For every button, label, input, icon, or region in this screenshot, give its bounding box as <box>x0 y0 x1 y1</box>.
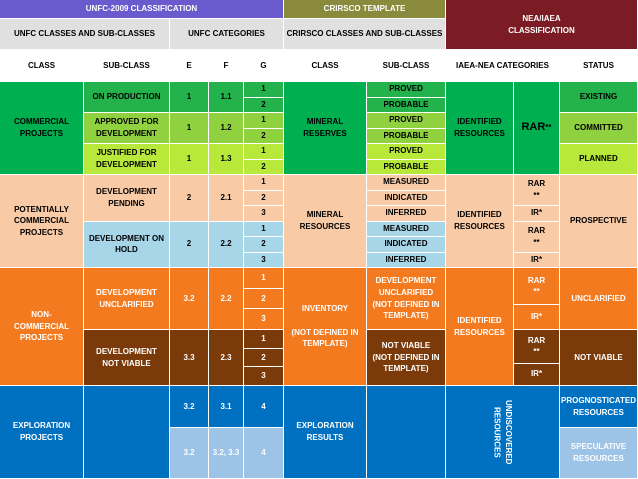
commercial-e: 1 <box>170 144 209 175</box>
commercial-rar <box>514 82 560 175</box>
potential-subclass: DEVELOPMENT ON HOLD <box>84 222 170 269</box>
crirsco-title: CRIRSCO TEMPLATE <box>284 0 446 19</box>
noncommercial-crirsco-subclass: NOT VIABLE (NOT DEFINED IN TEMPLATE) <box>367 330 446 386</box>
commercial-subclass: JUSTIFIED FOR DEVELOPMENT <box>84 144 170 175</box>
potential-ir-1: IR* <box>514 206 560 222</box>
exploration-g: 4 <box>244 386 284 428</box>
potential-g: 1 <box>244 222 284 238</box>
commercial-e: 1 <box>170 82 209 113</box>
mineral-reserves: MINERAL RESERVES <box>284 82 367 175</box>
noncommercial-subclass: DEVELOPMENT UNCLARIFIED <box>84 268 170 330</box>
rar-sup: ** <box>545 123 552 133</box>
noncommercial-g: 3 <box>244 367 284 386</box>
potential-rar-1: RAR ** <box>514 175 560 206</box>
noncommercial-rar: RAR ** <box>514 268 560 305</box>
noncommercial-class: NON- COMMERCIAL PROJECTS <box>0 268 84 386</box>
col-iaea: IAEA-NEA CATEGORIES <box>446 50 560 82</box>
potential-subclass: DEVELOPMENT PENDING <box>84 175 170 222</box>
exploration-f: 3.1 <box>209 386 244 428</box>
potential-g: 2 <box>244 191 284 207</box>
exploration-subclass <box>84 386 170 479</box>
commercial-g1: 1 <box>244 144 284 160</box>
potential-crirsco-subclass: INDICATED <box>367 191 446 207</box>
commercial-status: PLANNED <box>560 144 638 175</box>
col-g: G <box>244 50 284 82</box>
prognosticated-resources: PROGNOSTICATED RESOURCES <box>560 386 638 428</box>
potential-crirsco-subclass: MEASURED <box>367 175 446 191</box>
noncommercial-rar: RAR ** <box>514 330 560 364</box>
col-e: E <box>170 50 209 82</box>
col-crirsco-subclass: SUB-CLASS <box>367 50 446 82</box>
commercial-proved: PROVED <box>367 82 446 98</box>
commercial-status: COMMITTED <box>560 113 638 144</box>
commercial-proved: PROVED <box>367 144 446 160</box>
potential-g: 3 <box>244 206 284 222</box>
potential-g: 2 <box>244 237 284 253</box>
nea-title: NEA/IAEA CLASSIFICATION <box>446 0 638 50</box>
noncommercial-iaea: IDENTIFIED RESOURCES <box>446 268 514 386</box>
commercial-probable: PROBABLE <box>367 98 446 114</box>
noncommercial-status: UNCLARIFIED <box>560 268 638 330</box>
undiscovered-resources: UNDISCOVERED RESOURCES <box>446 386 560 479</box>
unfc-categories-header: UNFC CATEGORIES <box>170 19 284 50</box>
commercial-g2: 2 <box>244 160 284 176</box>
unfc-title: UNFC-2009 CLASSIFICATION <box>0 0 284 19</box>
crirsco-classes-header: CRIRSCO CLASSES AND SUB-CLASSES <box>284 19 446 50</box>
exploration-f: 3.2, 3.3 <box>209 428 244 479</box>
exploration-results: EXPLORATION RESULTS <box>284 386 367 479</box>
commercial-class: COMMERCIAL PROJECTS <box>0 82 84 175</box>
noncommercial-status: NOT VIABLE <box>560 330 638 386</box>
mineral-resources: MINERAL RESOURCES <box>284 175 367 268</box>
potential-g: 3 <box>244 253 284 269</box>
potential-crirsco-subclass: INFERRED <box>367 253 446 269</box>
noncommercial-ir: IR* <box>514 364 560 386</box>
potential-f: 2.1 <box>209 175 244 222</box>
noncommercial-g: 2 <box>244 349 284 368</box>
col-f: F <box>209 50 244 82</box>
commercial-probable: PROBABLE <box>367 160 446 176</box>
noncommercial-g: 1 <box>244 268 284 289</box>
exploration-e: 3.2 <box>170 386 209 428</box>
potential-status: PROSPECTIVE <box>560 175 638 268</box>
col-class: CLASS <box>0 50 84 82</box>
potential-crirsco-subclass: INFERRED <box>367 206 446 222</box>
potential-iaea: IDENTIFIED RESOURCES <box>446 175 514 268</box>
commercial-proved: PROVED <box>367 113 446 129</box>
exploration-crirsco-subclass <box>367 386 446 479</box>
rar-label: RAR <box>521 121 546 134</box>
noncommercial-f: 2.3 <box>209 330 244 386</box>
commercial-probable: PROBABLE <box>367 129 446 145</box>
unfc-classes-header: UNFC CLASSES AND SUB-CLASSES <box>0 19 170 50</box>
noncommercial-crirsco-subclass: DEVELOPMENT UNCLARIFIED (NOT DEFINED IN TEMPLATE) <box>367 268 446 330</box>
col-crirsco-class: CLASS <box>284 50 367 82</box>
noncommercial-g: 3 <box>244 309 284 330</box>
potential-crirsco-subclass: MEASURED <box>367 222 446 238</box>
noncommercial-subclass: DEVELOPMENT NOT VIABLE <box>84 330 170 386</box>
commercial-status: EXISTING <box>560 82 638 113</box>
commercial-f: 1.1 <box>209 82 244 113</box>
potential-e: 2 <box>170 175 209 222</box>
inventory: INVENTORY (NOT DEFINED IN TEMPLATE) <box>284 268 367 386</box>
noncommercial-e: 3.3 <box>170 330 209 386</box>
potential-f: 2.2 <box>209 222 244 269</box>
exploration-g: 4 <box>244 428 284 479</box>
potential-class: POTENTIALLY COMMERCIAL PROJECTS <box>0 175 84 268</box>
exploration-class: EXPLORATION PROJECTS <box>0 386 84 479</box>
commercial-subclass: APPROVED FOR DEVELOPMENT <box>84 113 170 144</box>
noncommercial-f: 2.2 <box>209 268 244 330</box>
commercial-e: 1 <box>170 113 209 144</box>
potential-ir-2: IR* <box>514 253 560 269</box>
noncommercial-g: 2 <box>244 289 284 310</box>
noncommercial-ir: IR* <box>514 305 560 330</box>
commercial-g1: 1 <box>244 113 284 129</box>
potential-rar-2: RAR ** <box>514 222 560 253</box>
commercial-f: 1.3 <box>209 144 244 175</box>
noncommercial-g: 1 <box>244 330 284 349</box>
col-status: STATUS <box>560 50 638 82</box>
potential-g: 1 <box>244 175 284 191</box>
commercial-f: 1.2 <box>209 113 244 144</box>
col-subclass: SUB-CLASS <box>84 50 170 82</box>
commercial-g2: 2 <box>244 129 284 145</box>
noncommercial-e: 3.2 <box>170 268 209 330</box>
commercial-g1: 1 <box>244 82 284 98</box>
commercial-g2: 2 <box>244 98 284 114</box>
speculative-resources: SPECULATIVE RESOURCES <box>560 428 638 479</box>
commercial-subclass: ON PRODUCTION <box>84 82 170 113</box>
commercial-iaea: IDENTIFIED RESOURCES <box>446 82 514 175</box>
exploration-e: 3.2 <box>170 428 209 479</box>
potential-crirsco-subclass: INDICATED <box>367 237 446 253</box>
potential-e: 2 <box>170 222 209 269</box>
